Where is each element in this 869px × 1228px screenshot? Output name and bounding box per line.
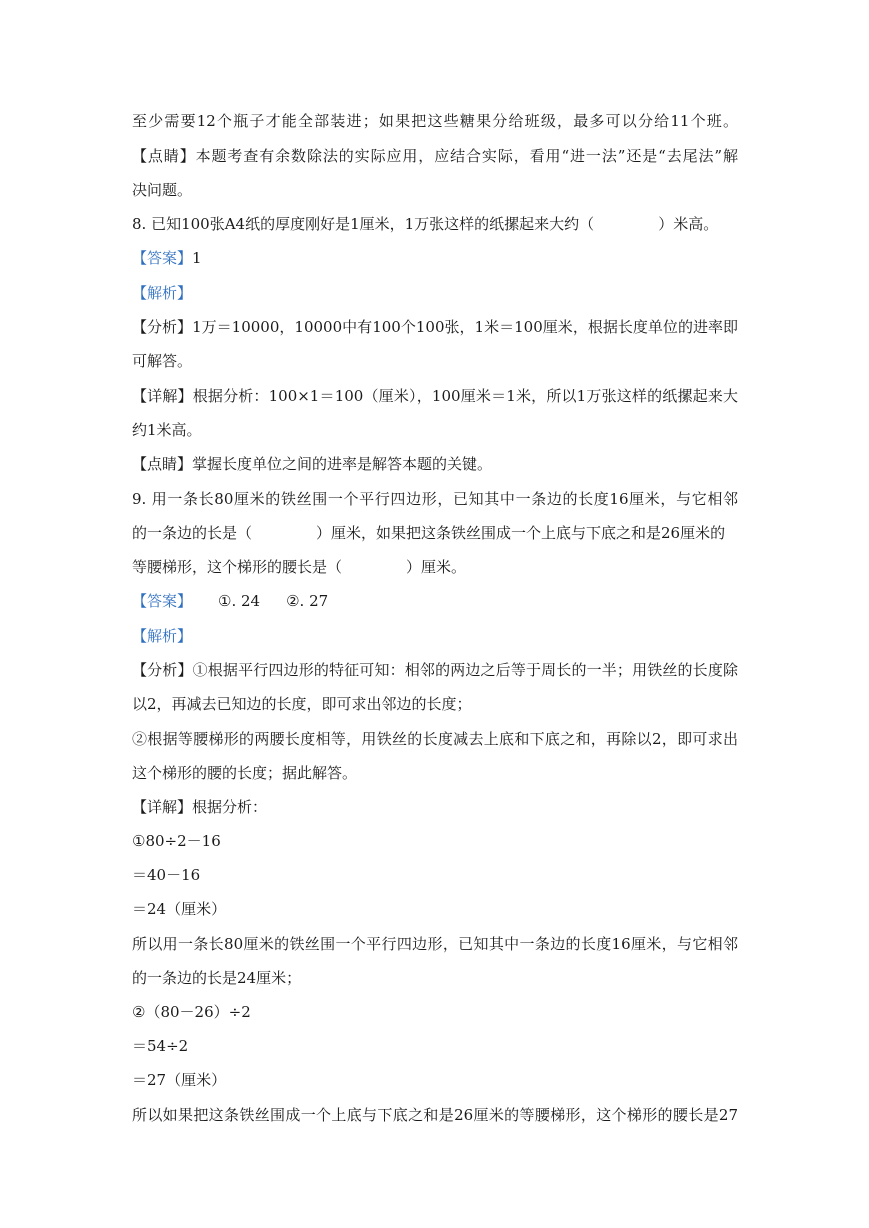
answer-label: 【答案】	[132, 592, 193, 610]
analysis-label: 【解析】	[132, 284, 193, 302]
text-line	[132, 523, 725, 543]
text-line: 的一条边的长是24厘米；	[132, 969, 302, 987]
question-text: 8. 已知100张A4纸的厚度刚好是1厘米，1万张这样的纸摞起来大约（	[132, 215, 595, 233]
question-text: 等腰梯形，这个梯形的腰长是（	[132, 558, 343, 576]
calc-line: ＝24（厘米）	[132, 900, 227, 918]
text-line: 约1米高。	[132, 421, 202, 439]
text-line	[132, 557, 466, 577]
answer-line	[132, 248, 202, 268]
text-line: 这个梯形的腰的长度；据此解答。	[132, 764, 358, 782]
question-text: 的一条边的长是（	[132, 524, 253, 542]
answer-line	[132, 591, 328, 611]
question-text: ）厘米，如果把这条铁丝围成一个上底与下底之和是26厘米的	[316, 524, 726, 542]
calc-line: ①80÷2－16	[132, 832, 221, 850]
calc-line: ＝27（厘米）	[132, 1071, 227, 1089]
answer-value: ②. 27	[286, 592, 329, 610]
question-8	[132, 214, 718, 234]
analysis-label: 【解析】	[132, 627, 193, 645]
question-text: ）米高。	[658, 215, 719, 233]
question-9: 9. 用一条长80厘米的铁丝围一个平行四边形，已知其中一条边的长度16厘米，与它相邻	[132, 490, 738, 508]
question-text: ）厘米。	[406, 558, 467, 576]
text-line: 【详解】根据分析：	[132, 798, 268, 816]
text-line: 决问题。	[132, 181, 193, 199]
text-line: 以2，再减去已知边的长度，即可求出邻边的长度；	[132, 695, 472, 713]
text-line: ②根据等腰梯形的两腰长度相等，用铁丝的长度减去上底和下底之和，再除以2，即可求出	[132, 730, 738, 748]
text-line: 可解答。	[132, 352, 193, 370]
answer-label: 【答案】	[132, 249, 193, 267]
text-line: 所以如果把这条铁丝围成一个上底与下底之和是26厘米的等腰梯形，这个梯形的腰长是27	[132, 1106, 738, 1124]
answer-value: 1	[192, 249, 202, 267]
text-line: 【分析】①根据平行四边形的特征可知：相邻的两边之后等于周长的一半；用铁丝的长度除	[132, 661, 738, 679]
text-line: 【点睛】掌握长度单位之间的进率是解答本题的关键。	[132, 455, 493, 473]
text-line: 至少需要12个瓶子才能全部装进；如果把这些糖果分给班级，最多可以分给11个班。	[132, 112, 738, 130]
calc-line: ＝54÷2	[132, 1037, 189, 1055]
text-line: 【详解】根据分析：100×1＝100（厘米），100厘米＝1米，所以1万张这样的纸摞起来大	[132, 387, 738, 405]
answer-value: ①. 24	[218, 592, 261, 610]
text-line: 【点睛】本题考查有余数除法的实际应用，应结合实际，看用“进一法”还是“去尾法”解	[132, 147, 738, 165]
text-line: 所以用一条长80厘米的铁丝围一个平行四边形，已知其中一条边的长度16厘米，与它相邻	[132, 935, 738, 953]
calc-line: ＝40－16	[132, 866, 201, 884]
text-line: 【分析】1万＝10000，10000中有100个100张，1米＝100厘米，根据长度单位的进率即	[132, 318, 738, 336]
calc-line: ②（80－26）÷2	[132, 1003, 251, 1021]
